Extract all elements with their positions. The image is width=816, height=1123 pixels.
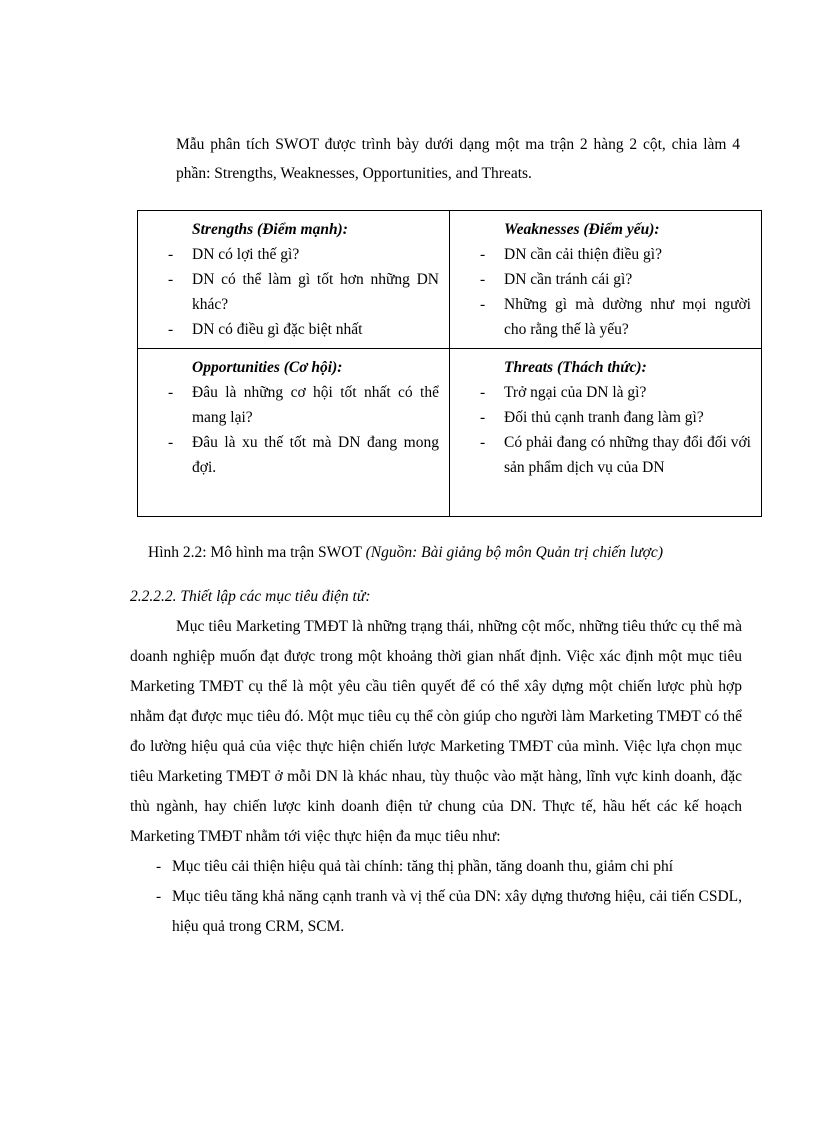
threats-list	[474, 380, 751, 480]
list-item: - Những gì mà dường như mọi người cho rằng thế là yếu?	[474, 292, 751, 342]
caption-source: (Nguồn: Bài giảng bộ môn Quản trị chiến lược)	[365, 544, 663, 561]
list-item: - DN cần cải thiện điều gì?	[474, 242, 751, 267]
swot-matrix	[137, 210, 762, 517]
list-item: - Trở ngại của DN là gì?	[474, 380, 751, 405]
opportunities-title: Opportunities (Cơ hội):	[192, 359, 343, 376]
strengths-title: Strengths (Điểm mạnh):	[192, 221, 348, 238]
weaknesses-cell	[450, 211, 762, 349]
figure-caption	[148, 542, 663, 564]
weaknesses-title: Weaknesses (Điểm yếu):	[504, 221, 660, 238]
caption-label: Hình 2.2: Mô hình ma trận SWOT	[148, 544, 362, 561]
objectives-list	[130, 852, 742, 942]
weaknesses-list	[474, 242, 751, 342]
opportunities-list	[162, 380, 439, 480]
intro-paragraph	[130, 130, 740, 188]
strengths-list	[162, 242, 439, 342]
threats-title: Threats (Thách thức):	[504, 359, 647, 376]
list-item: - DN có thể làm gì tốt hơn những DN khác?	[162, 267, 439, 317]
list-item: - Đối thủ cạnh tranh đang làm gì?	[474, 405, 751, 430]
intro-text: Mẫu phân tích SWOT được trình bày dưới dạng một ma trận 2 hàng 2 cột, chia làm 4 phần: Strengths, Weaknesses, Opportunities, and Threats.	[176, 136, 740, 182]
list-item: - Mục tiêu cải thiện hiệu quả tài chính: tăng thị phần, tăng doanh thu, giảm chi phí	[130, 852, 742, 882]
list-item: - DN có điều gì đặc biệt nhất	[162, 317, 439, 342]
body-paragraph: Mục tiêu Marketing TMĐT là những trạng thái, những cột mốc, những tiêu thức cụ thể mà doanh nghiệp muốn đạt được trong một khoảng thời gian nhất định. Việc xác định một mục tiêu Marketing TMĐT cụ thể là một yêu cầu tiên quyết để có thể xây dựng một chiến lược phù hợp nhằm đạt được mục tiêu đó. Một mục tiêu cụ thể còn giúp cho người làm Marketing TMĐT có thể đo lường hiệu quả của việc thực hiện chiến lược Marketing TMĐT của mình. Việc lựa chọn mục tiêu Marketing TMĐT ở mỗi DN là khác nhau, tùy thuộc vào mặt hàng, lĩnh vực kinh doanh, đặc thù ngành, hay chiến lược kinh doanh điện tử chung của DN. Thực tế, hầu hết các kế hoạch Marketing TMĐT nhằm tới việc thực hiện đa mục tiêu như:	[130, 618, 742, 845]
list-item: - Đâu là xu thế tốt mà DN đang mong đợi.	[162, 430, 439, 480]
strengths-cell	[138, 211, 450, 349]
section-heading: 2.2.2.2. Thiết lập các mục tiêu điện tử:	[130, 588, 371, 605]
list-item: - DN cần tránh cái gì?	[474, 267, 751, 292]
opportunities-cell	[138, 349, 450, 517]
list-item: - Có phải đang có những thay đổi đối với sản phẩm dịch vụ của DN	[474, 430, 751, 480]
threats-cell	[450, 349, 762, 517]
list-item: - Đâu là những cơ hội tốt nhất có thể mang lại?	[162, 380, 439, 430]
list-item: - Mục tiêu tăng khả năng cạnh tranh và vị thế của DN: xây dựng thương hiệu, cải tiến CSDL, hiệu quả trong CRM, SCM.	[130, 882, 742, 942]
section-body	[130, 612, 742, 942]
list-item: - DN có lợi thế gì?	[162, 242, 439, 267]
